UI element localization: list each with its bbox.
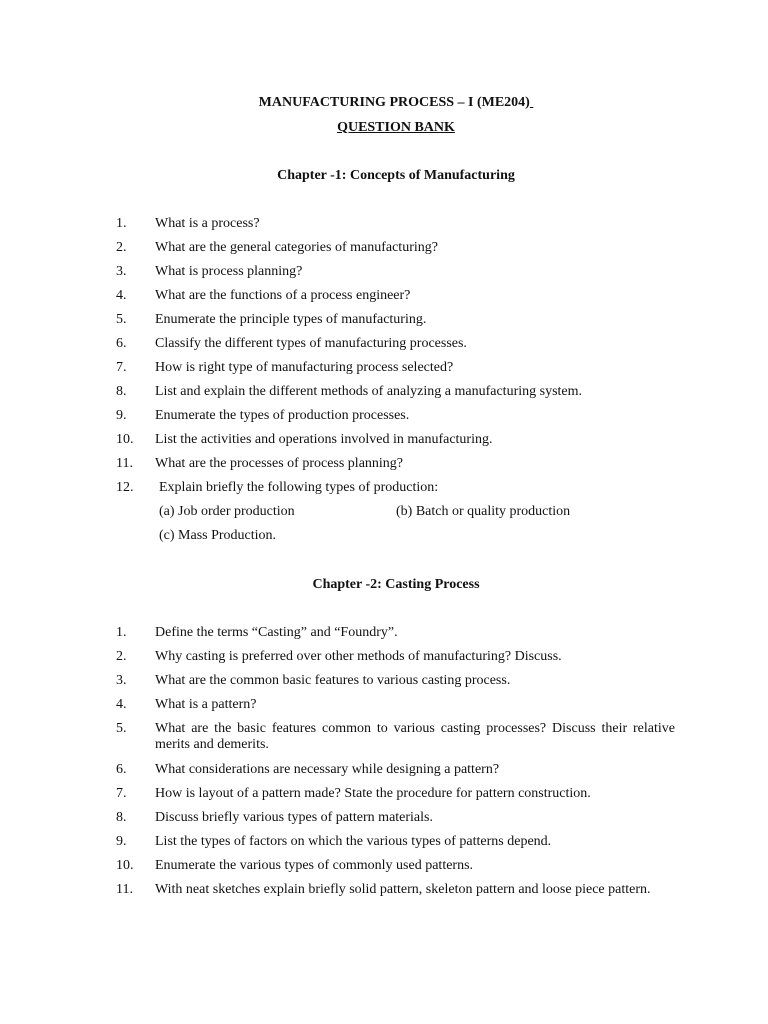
question-text: Why casting is preferred over other methods of manufacturing? Discuss. [155, 649, 562, 664]
question-text: Discuss briefly various types of pattern materials. [155, 810, 433, 825]
document-title [0, 95, 768, 111]
chapter-2-heading: Chapter -2: Casting Process [312, 577, 480, 592]
title-main-text: MANUFACTURING PROCESS – I (ME204) [258, 95, 530, 110]
question-item [0, 625, 768, 649]
question-text: What are the basic features common to various casting processes? Discuss their relative merits and demerits. [155, 721, 675, 752]
question-number: 10. [116, 432, 134, 447]
question-number: 12. [116, 480, 134, 495]
question-number: 10. [116, 858, 134, 873]
question-item [0, 408, 768, 432]
question-text: What is a pattern? [155, 697, 257, 712]
question-text: Classify the different types of manufacturing processes. [155, 336, 467, 351]
question-number: 4. [116, 697, 127, 712]
question-text: Define the terms “Casting” and “Foundry”. [155, 625, 398, 640]
chapter-1-question-list [0, 216, 768, 552]
question-item [0, 336, 768, 360]
question-item [0, 697, 768, 721]
question-item [0, 264, 768, 288]
sub-item-a: (a) Job order production [159, 504, 295, 519]
question-number: 6. [116, 762, 127, 777]
question-item [0, 456, 768, 480]
question-number: 1. [116, 216, 127, 231]
question-number: 4. [116, 288, 127, 303]
question-text: Enumerate the principle types of manufacturing. [155, 312, 427, 327]
question-number: 2. [116, 240, 127, 255]
question-number: 5. [116, 721, 127, 736]
question-number: 9. [116, 834, 127, 849]
question-text: How is layout of a pattern made? State the procedure for pattern construction. [155, 786, 591, 801]
question-item [0, 673, 768, 697]
sub-item-b: (b) Batch or quality production [396, 504, 571, 519]
question-number: 8. [116, 810, 127, 825]
question-text: List and explain the different methods of analyzing a manufacturing system. [155, 384, 583, 399]
question-number: 2. [116, 649, 127, 664]
question-text: What are the functions of a process engineer? [155, 288, 411, 303]
title-underline-space [530, 95, 534, 110]
question-number: 3. [116, 264, 127, 279]
question-text: Enumerate the various types of commonly used patterns. [155, 858, 474, 873]
question-item [0, 762, 768, 786]
question-item [0, 834, 768, 858]
question-item [0, 240, 768, 264]
question-number: 11. [116, 456, 133, 471]
question-number: 3. [116, 673, 127, 688]
question-text: How is right type of manufacturing process selected? [155, 360, 454, 375]
question-item [0, 360, 768, 384]
question-number: 7. [116, 786, 127, 801]
question-item [0, 786, 768, 810]
chapter-2-question-list [0, 625, 768, 923]
question-text: Explain briefly the following types of production: [159, 480, 439, 495]
question-number: 1. [116, 625, 127, 640]
question-number: 5. [116, 312, 127, 327]
question-number: 11. [116, 882, 133, 897]
question-number: 8. [116, 384, 127, 399]
question-text: What is a process? [155, 216, 260, 231]
question-item [0, 312, 768, 336]
sub-item-c: (c) Mass Production. [159, 528, 277, 543]
question-text: List the types of factors on which the various types of patterns depend. [155, 834, 552, 849]
question-text: List the activities and operations involved in manufacturing. [155, 432, 493, 447]
question-item [0, 882, 768, 923]
question-item [0, 480, 768, 504]
question-text: What are the general categories of manufacturing? [155, 240, 438, 255]
question-text: What are the processes of process planning? [155, 456, 404, 471]
sub-item-row [0, 504, 768, 528]
chapter-1-heading: Chapter -1: Concepts of Manufacturing [277, 168, 515, 183]
question-text: What considerations are necessary while designing a pattern? [155, 762, 500, 777]
question-item [0, 288, 768, 312]
question-number: 6. [116, 336, 127, 351]
question-text: With neat sketches explain briefly solid pattern, skeleton pattern and loose piece pattern. [155, 882, 651, 897]
question-number: 7. [116, 360, 127, 375]
question-text: What are the common basic features to various casting process. [155, 673, 511, 688]
question-text: What is process planning? [155, 264, 303, 279]
sub-item-row [0, 528, 768, 552]
question-item [0, 384, 768, 408]
question-item [0, 810, 768, 834]
question-item [0, 721, 768, 762]
question-item [0, 649, 768, 673]
question-item [0, 858, 768, 882]
question-text: Enumerate the types of production processes. [155, 408, 410, 423]
question-item [0, 432, 768, 456]
document-subtitle: QUESTION BANK [337, 120, 455, 135]
question-number: 9. [116, 408, 127, 423]
question-item [0, 216, 768, 240]
